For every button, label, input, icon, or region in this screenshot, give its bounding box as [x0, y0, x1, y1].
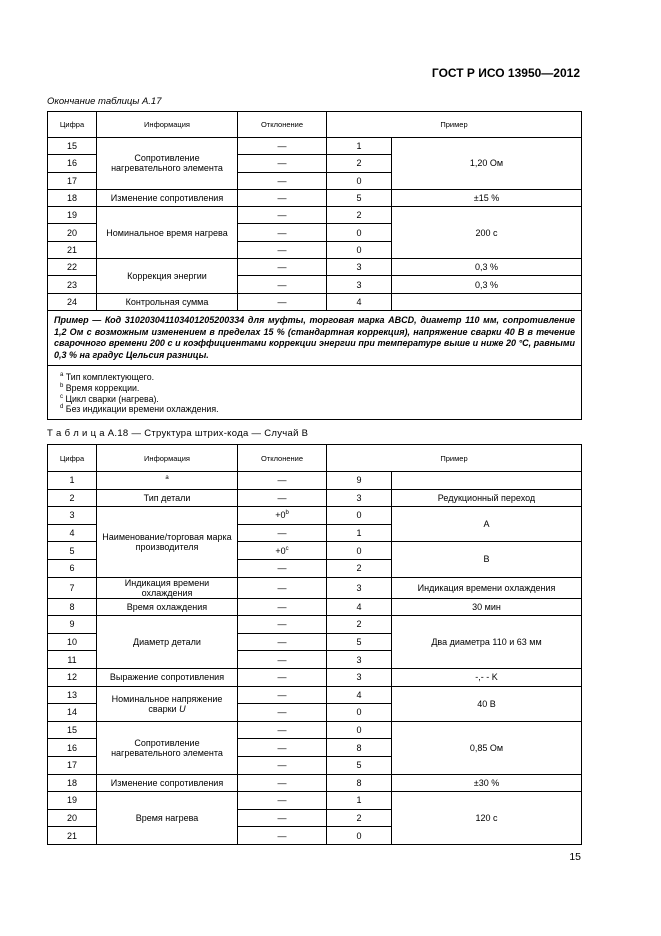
cell-info — [97, 686, 238, 721]
table-18 — [47, 444, 582, 845]
cell-info: Изменение сопротивления — [97, 774, 238, 792]
cell-digit: 20 — [48, 224, 97, 241]
cell-deviation: — — [238, 189, 327, 206]
cell-value: 5 — [327, 189, 392, 206]
footnote-mark: a — [165, 475, 169, 482]
cell-info — [97, 472, 238, 490]
footnote-text: Без индикации времени охлаждения. — [65, 404, 219, 415]
col-header-deviation: Отклонение — [238, 112, 327, 138]
cell-deviation: — — [238, 792, 327, 810]
cell-value: 0 — [327, 827, 392, 845]
cell-example: 40 В — [392, 686, 582, 721]
cell-value: 8 — [327, 774, 392, 792]
col-header-info: Информация — [97, 445, 238, 472]
cell-deviation: — — [238, 172, 327, 189]
cell-deviation: — — [238, 472, 327, 490]
cell-value: 0 — [327, 224, 392, 241]
example-note: Пример — Код 31020304110340120520033​4 для муфты, торговая марка ABCD, диаметр 110 мм, сопротивление 1,2 Ом с возможным изменением в пределах 15 % (стандартная коррекция), напряжение сварки 40 В в течение сварочного времени 200 с и коэффициентами коррекции энергии при температуре выше и ниже 20 °С, равными 0,3 % на градус Цельсия разницы. — [48, 310, 582, 365]
cell-value: 3 — [327, 489, 392, 507]
cell-digit: 19 — [48, 207, 97, 224]
cell-example: ±30 % — [392, 774, 582, 792]
cell-digit: 6 — [48, 559, 97, 577]
cell-deviation: — — [238, 686, 327, 704]
cell-digit: 15 — [48, 138, 97, 155]
cell-example: 0,3 % — [392, 276, 582, 293]
cell-digit: 16 — [48, 155, 97, 172]
cell-deviation: — — [238, 774, 327, 792]
cell-digit: 11 — [48, 651, 97, 669]
cell-digit: 13 — [48, 686, 97, 704]
cell-value: 4 — [327, 686, 392, 704]
cell-value: 0 — [327, 172, 392, 189]
cell-info: Время охлаждения — [97, 598, 238, 616]
cell-digit: 14 — [48, 704, 97, 722]
table-header-row — [48, 112, 582, 138]
cell-value: 5 — [327, 633, 392, 651]
cell-deviation: — — [238, 577, 327, 598]
cell-digit: 18 — [48, 189, 97, 206]
table-row — [48, 668, 582, 686]
cell-info: Номинальное время нагрева — [97, 207, 238, 259]
cell-deviation: — — [238, 224, 327, 241]
cell-example: -,- - K — [392, 668, 582, 686]
cell-info: Сопротивление нагревательного элемента — [97, 138, 238, 190]
cell-deviation: — — [238, 276, 327, 293]
cell-digit: 19 — [48, 792, 97, 810]
col-header-digit: Цифра — [48, 445, 97, 472]
table-row — [48, 293, 582, 310]
footnote-mark: c — [285, 545, 289, 552]
cell-digit: 16 — [48, 739, 97, 757]
cell-value: 8 — [327, 739, 392, 757]
table-row — [48, 489, 582, 507]
note-row — [48, 310, 582, 365]
cell-deviation: — — [238, 598, 327, 616]
table-row — [48, 507, 582, 525]
cell-digit: 17 — [48, 172, 97, 189]
table-row — [48, 259, 582, 276]
cell-info: Выражение сопротивления — [97, 668, 238, 686]
footnote — [60, 394, 575, 405]
cell-value: 2 — [327, 559, 392, 577]
info-symbol: U — [179, 703, 186, 714]
cell-deviation: — — [238, 524, 327, 542]
cell-digit: 23 — [48, 276, 97, 293]
cell-info: Индикация времени охлаждения — [97, 577, 238, 598]
cell-digit: 3 — [48, 507, 97, 525]
table-18-caption: Т а б л и ц а А.18 — Структура штрих-кода — Случай В — [47, 428, 309, 439]
cell-example — [392, 472, 582, 490]
deviation-value: +0 — [275, 510, 286, 521]
cell-value: 2 — [327, 155, 392, 172]
table-row — [48, 138, 582, 155]
cell-deviation: — — [238, 259, 327, 276]
cell-deviation: — — [238, 559, 327, 577]
cell-digit: 15 — [48, 721, 97, 739]
cell-deviation — [238, 507, 327, 525]
cell-example: 200 с — [392, 207, 582, 259]
table-row — [48, 598, 582, 616]
cell-digit: 21 — [48, 827, 97, 845]
cell-value: 0 — [327, 542, 392, 560]
cell-digit: 17 — [48, 756, 97, 774]
table-17 — [47, 111, 582, 420]
table-row — [48, 616, 582, 634]
cell-value: 3 — [327, 259, 392, 276]
footnote-text: Цикл сварки (нагрева). — [65, 393, 159, 404]
cell-value: 3 — [327, 577, 392, 598]
cell-value: 5 — [327, 756, 392, 774]
table-row — [48, 686, 582, 704]
footnote-mark: b — [60, 383, 64, 390]
table-row — [48, 207, 582, 224]
table-17-caption: Окончание таблицы А.17 — [47, 96, 162, 107]
cell-deviation: — — [238, 704, 327, 722]
cell-deviation: — — [238, 721, 327, 739]
cell-info: Время нагрева — [97, 792, 238, 845]
cell-digit: 21 — [48, 241, 97, 258]
footnote-text: Время коррекции. — [65, 382, 140, 393]
cell-deviation: — — [238, 756, 327, 774]
cell-deviation: — — [238, 489, 327, 507]
info-text: Номинальное напряжение сварки — [111, 693, 223, 714]
cell-deviation — [238, 542, 327, 560]
cell-deviation: — — [238, 651, 327, 669]
cell-info: Коррекция энергии — [97, 259, 238, 294]
cell-example: 0,3 % — [392, 259, 582, 276]
footnotes — [48, 366, 582, 419]
deviation-value: +0 — [275, 545, 286, 556]
footnote-mark: d — [60, 404, 64, 411]
cell-example: 120 с — [392, 792, 582, 845]
cell-value: 1 — [327, 138, 392, 155]
footnote-mark: c — [60, 393, 63, 400]
cell-digit: 12 — [48, 668, 97, 686]
cell-digit: 5 — [48, 542, 97, 560]
footnote-mark: a — [60, 372, 64, 379]
cell-digit: 7 — [48, 577, 97, 598]
cell-example: ±15 % — [392, 189, 582, 206]
col-header-example: Пример — [327, 112, 582, 138]
cell-digit: 9 — [48, 616, 97, 634]
cell-info: Наименование/торговая марка производителя — [97, 507, 238, 577]
cell-digit: 1 — [48, 472, 97, 490]
cell-info: Диаметр детали — [97, 616, 238, 669]
footnote — [60, 372, 575, 383]
cell-example: 1,20 Ом — [392, 138, 582, 190]
cell-digit: 18 — [48, 774, 97, 792]
cell-value: 1 — [327, 524, 392, 542]
cell-digit: 24 — [48, 293, 97, 310]
cell-digit: 2 — [48, 489, 97, 507]
cell-deviation: — — [238, 827, 327, 845]
table-row — [48, 472, 582, 490]
footnotes-row — [48, 366, 582, 419]
table-row — [48, 721, 582, 739]
cell-example: 0,85 Ом — [392, 721, 582, 774]
cell-value: 0 — [327, 241, 392, 258]
cell-value: 2 — [327, 809, 392, 827]
cell-value: 0 — [327, 507, 392, 525]
cell-digit: 4 — [48, 524, 97, 542]
cell-deviation: — — [238, 739, 327, 757]
cell-value: 1 — [327, 792, 392, 810]
col-header-deviation: Отклонение — [238, 445, 327, 472]
cell-digit: 22 — [48, 259, 97, 276]
cell-example: Редукционный переход — [392, 489, 582, 507]
cell-deviation: — — [238, 155, 327, 172]
cell-digit: 20 — [48, 809, 97, 827]
cell-digit: 8 — [48, 598, 97, 616]
cell-deviation: — — [238, 138, 327, 155]
cell-value: 4 — [327, 293, 392, 310]
footnote — [60, 383, 575, 394]
cell-value: 3 — [327, 668, 392, 686]
cell-example: 30 мин — [392, 598, 582, 616]
cell-value: 3 — [327, 651, 392, 669]
cell-value: 2 — [327, 616, 392, 634]
cell-example: Индикация времени охлаждения — [392, 577, 582, 598]
cell-digit: 10 — [48, 633, 97, 651]
cell-info: Контрольная сумма — [97, 293, 238, 310]
cell-deviation: — — [238, 633, 327, 651]
table-row — [48, 792, 582, 810]
table-header-row — [48, 445, 582, 472]
cell-info: Изменение сопротивления — [97, 189, 238, 206]
cell-value: 0 — [327, 721, 392, 739]
page-number: 15 — [569, 851, 581, 863]
col-header-digit: Цифра — [48, 112, 97, 138]
table-row — [48, 774, 582, 792]
cell-deviation: — — [238, 293, 327, 310]
cell-deviation: — — [238, 809, 327, 827]
cell-info: Тип детали — [97, 489, 238, 507]
footnote — [60, 404, 575, 415]
cell-value: 2 — [327, 207, 392, 224]
cell-example: Два диаметра 110 и 63 мм — [392, 616, 582, 669]
cell-info: Сопротивление нагревательного элемента — [97, 721, 238, 774]
cell-example: B — [392, 542, 582, 577]
cell-value: 4 — [327, 598, 392, 616]
cell-deviation: — — [238, 616, 327, 634]
cell-example — [392, 293, 582, 310]
cell-example: A — [392, 507, 582, 542]
cell-deviation: — — [238, 207, 327, 224]
footnote-text: Тип комплектующего. — [65, 372, 155, 383]
cell-deviation: — — [238, 241, 327, 258]
cell-value: 9 — [327, 472, 392, 490]
cell-value: 0 — [327, 704, 392, 722]
table-row — [48, 189, 582, 206]
cell-deviation: — — [238, 668, 327, 686]
col-header-info: Информация — [97, 112, 238, 138]
footnote-mark: b — [285, 510, 289, 517]
document-header: ГОСТ Р ИСО 13950—2012 — [431, 66, 580, 80]
table-row — [48, 577, 582, 598]
col-header-example: Пример — [327, 445, 582, 472]
cell-value: 3 — [327, 276, 392, 293]
